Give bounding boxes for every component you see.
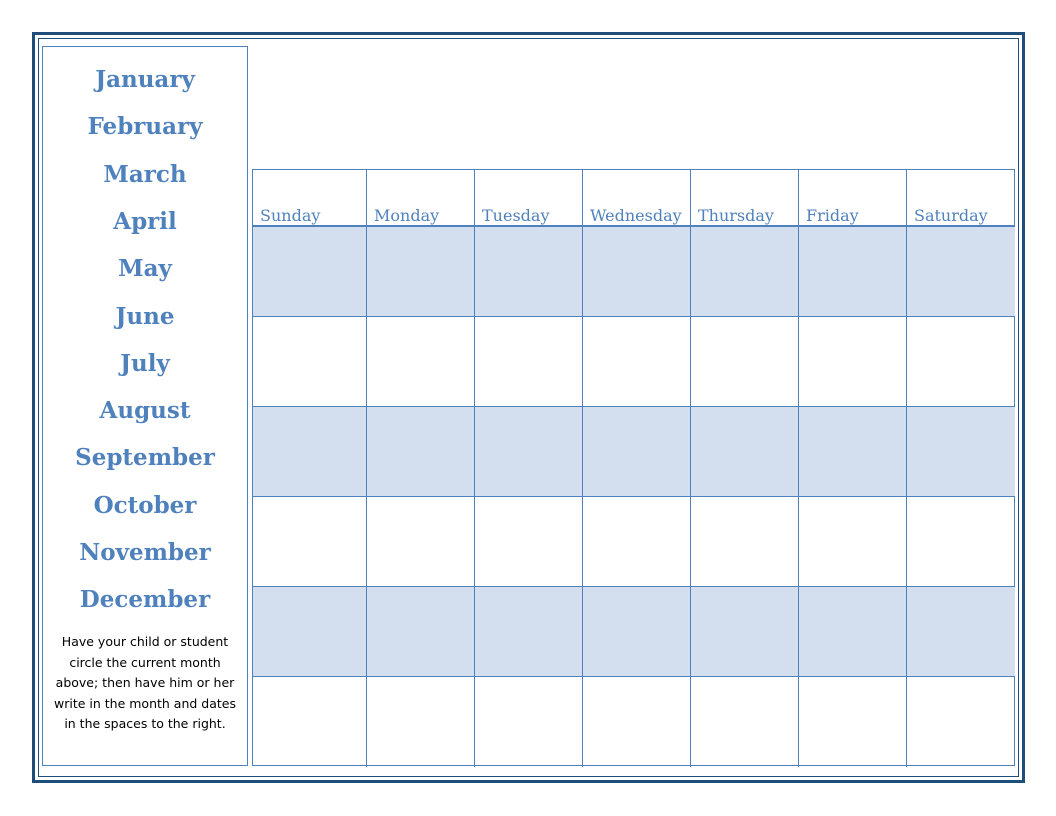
weekday-header-tuesday	[475, 170, 583, 227]
month-november[interactable]: November	[79, 539, 211, 566]
day-cell[interactable]	[583, 677, 691, 767]
day-cell[interactable]	[799, 407, 907, 497]
day-cell[interactable]	[367, 317, 475, 407]
day-cell[interactable]	[799, 587, 907, 677]
weekday-label: Monday	[374, 206, 440, 225]
month-february[interactable]: February	[87, 113, 203, 141]
month-april[interactable]: April	[113, 207, 177, 235]
day-cell[interactable]	[691, 407, 799, 497]
day-cell[interactable]	[475, 497, 583, 587]
weekday-label: Thursday	[698, 206, 774, 225]
day-cell[interactable]	[475, 227, 583, 317]
day-cell[interactable]	[691, 677, 799, 767]
weekday-label: Tuesday	[482, 206, 550, 225]
month-september[interactable]: September	[75, 444, 215, 472]
day-cell[interactable]	[691, 317, 799, 407]
day-cell[interactable]	[799, 227, 907, 317]
day-cell[interactable]	[907, 317, 1015, 407]
day-cell[interactable]	[253, 407, 367, 497]
month-july[interactable]: July	[120, 349, 170, 377]
day-cell[interactable]	[799, 317, 907, 407]
instructions-text: Have your child or student circle the current month above; then have him or her write in the month and dates in the spaces to the right.	[54, 634, 236, 731]
month-january[interactable]: January	[95, 66, 195, 93]
month-march[interactable]: March	[103, 160, 187, 188]
day-cell[interactable]	[691, 587, 799, 677]
day-cell[interactable]	[475, 407, 583, 497]
day-cell[interactable]	[253, 587, 367, 677]
weekday-label: Wednesday	[590, 206, 682, 225]
day-cell[interactable]	[367, 227, 475, 317]
day-cell[interactable]	[907, 677, 1015, 767]
day-cell[interactable]	[799, 677, 907, 767]
day-cell[interactable]	[691, 227, 799, 317]
day-cell[interactable]	[907, 407, 1015, 497]
weekday-label: Saturday	[914, 206, 988, 225]
month-august[interactable]: August	[99, 397, 191, 425]
day-cell[interactable]	[475, 317, 583, 407]
day-cell[interactable]	[475, 677, 583, 767]
month-may[interactable]: May	[118, 255, 172, 283]
month-june[interactable]: June	[115, 302, 175, 330]
day-cell[interactable]	[583, 407, 691, 497]
weekday-label: Friday	[806, 206, 859, 225]
weekday-header-friday	[799, 170, 907, 227]
month-panel	[42, 46, 248, 766]
day-cell[interactable]	[253, 677, 367, 767]
weekday-header-sunday	[253, 170, 367, 227]
day-cell[interactable]	[907, 497, 1015, 587]
day-cell[interactable]	[907, 587, 1015, 677]
month-october[interactable]: October	[93, 491, 197, 519]
calendar-grid	[252, 169, 1015, 766]
day-cell[interactable]	[583, 317, 691, 407]
weekday-header-wednesday	[583, 170, 691, 227]
month-december[interactable]: December	[79, 586, 211, 614]
day-cell[interactable]	[691, 497, 799, 587]
weekday-header-saturday	[907, 170, 1015, 227]
day-cell[interactable]	[367, 407, 475, 497]
weekday-header-monday	[367, 170, 475, 227]
day-cell[interactable]	[367, 677, 475, 767]
day-cell[interactable]	[253, 497, 367, 587]
day-cell[interactable]	[367, 497, 475, 587]
day-cell[interactable]	[475, 587, 583, 677]
day-cell[interactable]	[253, 317, 367, 407]
day-cell[interactable]	[583, 227, 691, 317]
weekday-label: Sunday	[260, 206, 321, 225]
day-cell[interactable]	[583, 587, 691, 677]
day-cell[interactable]	[253, 227, 367, 317]
day-cell[interactable]	[367, 587, 475, 677]
day-cell[interactable]	[907, 227, 1015, 317]
weekday-header-thursday	[691, 170, 799, 227]
day-cell[interactable]	[583, 497, 691, 587]
day-cell[interactable]	[799, 497, 907, 587]
